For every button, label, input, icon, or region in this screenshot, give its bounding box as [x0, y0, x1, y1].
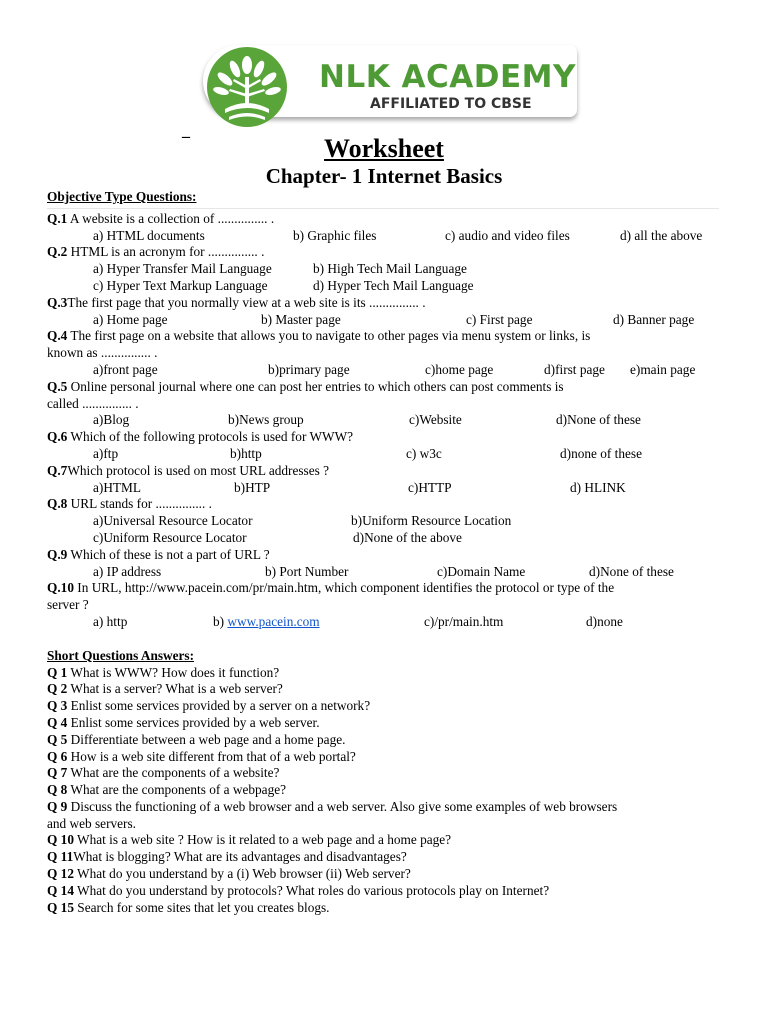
question-text: What is a web site ? How is it related to a web page and a home page?	[73, 832, 452, 848]
short-question	[47, 900, 727, 917]
question-number: Q 8	[47, 782, 68, 798]
question	[47, 580, 727, 597]
options-row	[47, 530, 727, 547]
question-text: A website is a collection of ............... .	[67, 210, 275, 226]
options-row	[47, 362, 727, 379]
question-text: How is a web site different from that of a web portal?	[67, 748, 356, 764]
option: c)Uniform Resource Locator	[93, 529, 247, 545]
question-text: What are the components of a website?	[67, 765, 280, 781]
options-row	[47, 446, 727, 463]
question-number: Q 9	[47, 798, 68, 814]
question-number: Q.7	[47, 462, 68, 478]
options-row	[47, 412, 727, 429]
question-text: In URL, http://www.pacein.com/pr/main.htm, which component identifies the protocol or type of the	[73, 580, 615, 596]
question-text: What is WWW? How does it function?	[67, 664, 280, 680]
option: c) First page	[466, 311, 533, 327]
option: d) all the above	[620, 227, 703, 243]
question-text: Enlist some services provided by a web server.	[67, 714, 320, 730]
option: b) Graphic files	[293, 227, 377, 243]
option-label: b)	[213, 613, 228, 629]
option: c) audio and video files	[445, 227, 570, 243]
option: e)main page	[630, 361, 696, 377]
question-number: Q.8	[47, 496, 68, 512]
question-number: Q.4	[47, 328, 68, 344]
option: d)None of these	[589, 563, 674, 579]
question-text: The first page that you normally view at a web site is its ............... .	[67, 294, 426, 310]
question-number: Q.6	[47, 429, 68, 445]
option: d)None of the above	[353, 529, 462, 545]
question-text-cont: called ............... .	[47, 395, 139, 411]
short-question	[47, 715, 727, 732]
option	[213, 614, 320, 631]
question-number: Q 2	[47, 681, 68, 697]
question-text: Differentiate between a web page and a home page.	[67, 731, 346, 747]
option: b)News group	[228, 412, 304, 428]
question-number: Q.1	[47, 210, 68, 226]
question	[47, 295, 727, 312]
question-text: Which protocol is used on most URL addresses ?	[67, 462, 330, 478]
question-number: Q 7	[47, 765, 68, 781]
option: d) Banner page	[613, 311, 695, 327]
short-question	[47, 665, 727, 682]
option: c) Hyper Text Markup Language	[93, 277, 268, 293]
option: a)ftp	[93, 445, 119, 461]
option: a)Blog	[93, 412, 130, 428]
question-text: Enlist some services provided by a server on a network?	[67, 698, 371, 714]
question-text: What is a server? What is a web server?	[67, 681, 283, 697]
question	[47, 496, 727, 513]
question-text-cont: and web servers.	[47, 815, 136, 831]
question-text: URL stands for ............... .	[67, 496, 212, 512]
question-number: Q.10	[47, 580, 74, 596]
logo-title: NLK ACADEMY	[319, 59, 576, 95]
short-question	[47, 799, 727, 816]
question-number: Q.3	[47, 294, 68, 310]
question	[47, 463, 727, 480]
question	[47, 379, 727, 396]
chapter-subtitle: Chapter- 1 Internet Basics	[265, 164, 503, 188]
question	[47, 547, 727, 564]
question-number: Q 5	[47, 731, 68, 747]
option: d)None of these	[556, 412, 641, 428]
question-text: Online personal journal where one can post her entries to which others can post comments is	[67, 378, 564, 394]
question-text: What are the components of a webpage?	[67, 782, 287, 798]
options-row	[47, 480, 727, 497]
option: a) Hyper Transfer Mail Language	[93, 261, 272, 277]
question-number: Q 10	[47, 832, 74, 848]
logo-tagline: AFFILIATED TO CBSE	[370, 96, 532, 112]
worksheet-content	[47, 189, 727, 916]
question	[47, 328, 727, 345]
question	[47, 211, 727, 228]
options-row	[47, 261, 727, 278]
option: d) Hyper Tech Mail Language	[313, 277, 474, 293]
options-row	[47, 312, 727, 329]
option: a) Home page	[93, 311, 168, 327]
option: c) w3c	[406, 445, 442, 461]
question-text: What is blogging? What are its advantages and disadvantages?	[73, 849, 407, 865]
short-question	[47, 782, 727, 799]
question-number: Q.2	[47, 244, 68, 260]
option: b)HTP	[234, 479, 271, 495]
option: c)Domain Name	[437, 563, 526, 579]
question-number: Q 6	[47, 748, 68, 764]
short-question	[47, 732, 727, 749]
question-number: Q 11	[47, 849, 74, 865]
short-question	[47, 832, 727, 849]
question-number: Q 4	[47, 714, 68, 730]
option: d)first page	[544, 361, 605, 377]
option: a)front page	[93, 361, 158, 377]
option: c)HTTP	[408, 479, 452, 495]
question	[47, 244, 727, 261]
option: a)Universal Resource Locator	[93, 513, 253, 529]
option: c)home page	[425, 361, 494, 377]
options-row	[47, 564, 727, 581]
question-number: Q 1	[47, 664, 68, 680]
option: d)none	[586, 613, 623, 629]
question-number: Q 12	[47, 866, 74, 882]
option: c)Website	[409, 412, 462, 428]
short-question	[47, 883, 727, 900]
question	[47, 429, 727, 446]
academy-logo	[203, 45, 579, 125]
question-text: Which of the following protocols is used for WWW?	[67, 429, 354, 445]
option: a)HTML	[93, 479, 141, 495]
short-question	[47, 749, 727, 766]
option: d) HLINK	[570, 479, 626, 495]
question-number: Q 15	[47, 899, 74, 915]
short-heading: Short Questions Answers:	[47, 647, 195, 663]
question-text: What do you understand by protocols? What roles do various protocols play on Internet?	[73, 882, 550, 898]
question-number: Q.5	[47, 378, 68, 394]
question-number: Q 14	[47, 882, 74, 898]
options-row	[47, 513, 727, 530]
short-question	[47, 698, 727, 715]
question-text-cont: known as ............... .	[47, 345, 158, 361]
question-text: What do you understand by a (i) Web browser (ii) Web server?	[73, 866, 411, 882]
options-row	[47, 228, 727, 245]
option: b) Port Number	[265, 563, 349, 579]
option: a) HTML documents	[93, 227, 205, 243]
question-text-cont: server ?	[47, 597, 89, 613]
header-dash: _	[182, 123, 190, 140]
option: b)Uniform Resource Location	[351, 513, 512, 529]
option: d)none of these	[560, 445, 642, 461]
options-row	[47, 614, 727, 631]
option: a) http	[93, 613, 128, 629]
short-question	[47, 765, 727, 782]
options-row	[47, 278, 727, 295]
option: b)http	[230, 445, 262, 461]
question-number: Q 3	[47, 698, 68, 714]
question-text: The first page on a website that allows you to navigate to other pages via menu system or links, is	[67, 328, 591, 344]
question-text: HTML is an acronym for ............... .	[67, 244, 265, 260]
option: b) Master page	[261, 311, 341, 327]
worksheet-title: Worksheet	[324, 134, 444, 163]
pacein-link[interactable]: www.pacein.com	[227, 613, 320, 629]
spacer	[47, 631, 727, 648]
question-number: Q.9	[47, 546, 68, 562]
option: b) High Tech Mail Language	[313, 261, 467, 277]
tree-icon	[207, 47, 287, 127]
option: a) IP address	[93, 563, 162, 579]
divider	[47, 206, 719, 209]
question-text: Which of these is not a part of URL ?	[67, 546, 270, 562]
objective-heading: Objective Type Questions:	[47, 189, 197, 204]
short-question	[47, 866, 727, 883]
question-text: Search for some sites that let you creates blogs.	[73, 899, 330, 915]
question-text: Discuss the functioning of a web browser and a web server. Also give some examples of web browsers	[67, 798, 618, 814]
short-question	[47, 681, 727, 698]
option: c)/pr/main.htm	[424, 613, 504, 629]
short-question	[47, 849, 727, 866]
option: b)primary page	[268, 361, 350, 377]
